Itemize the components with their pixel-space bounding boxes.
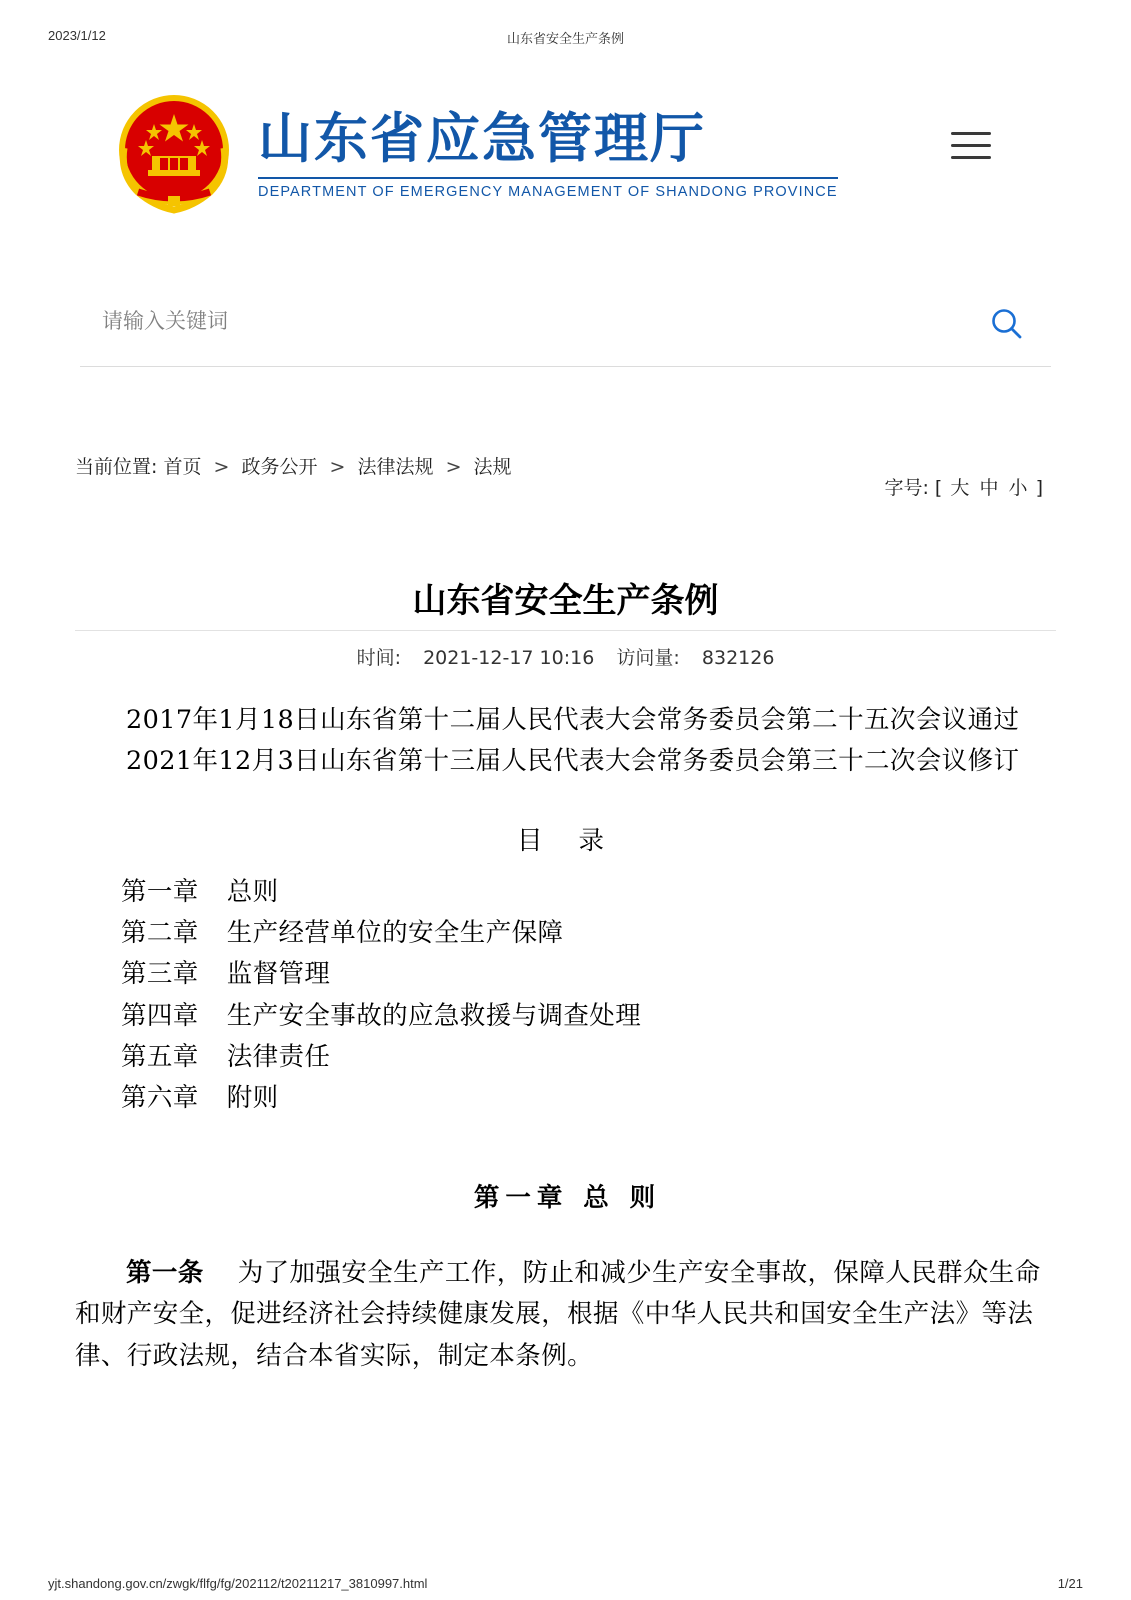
site-logo[interactable] bbox=[108, 88, 838, 220]
catalog-chapter-number: 第六章 bbox=[121, 1083, 199, 1114]
breadcrumb-separator: > bbox=[329, 456, 346, 478]
breadcrumb-item-home[interactable]: 首页 bbox=[163, 456, 202, 478]
article-body bbox=[75, 700, 1060, 1377]
search-icon[interactable] bbox=[989, 306, 1025, 342]
breadcrumb-item-regulations[interactable]: 法规 bbox=[473, 456, 512, 478]
site-header bbox=[80, 80, 1051, 240]
page-number: 1/21 bbox=[1057, 1576, 1083, 1591]
search-bar bbox=[80, 300, 1051, 367]
catalog-chapter-number: 第二章 bbox=[121, 918, 199, 949]
breadcrumb bbox=[75, 452, 512, 479]
source-url: yjt.shandong.gov.cn/zwgk/flfg/fg/202112/t20211217_3810997.html bbox=[48, 1576, 428, 1591]
list-item[interactable] bbox=[121, 1078, 1060, 1119]
catalog-list bbox=[75, 872, 1060, 1120]
search-input[interactable] bbox=[100, 308, 804, 334]
article-one-paragraph bbox=[75, 1253, 1060, 1377]
font-size-medium[interactable]: 中 bbox=[979, 477, 999, 499]
list-item[interactable] bbox=[121, 1037, 1060, 1078]
views-value: 832126 bbox=[701, 647, 775, 669]
views-label: 访问量: bbox=[616, 647, 680, 669]
list-item[interactable] bbox=[121, 913, 1060, 954]
print-header bbox=[0, 28, 1131, 48]
bracket-open: [ bbox=[934, 477, 943, 499]
catalog-chapter-number: 第五章 bbox=[121, 1042, 199, 1073]
breadcrumb-item-government-affairs[interactable]: 政务公开 bbox=[241, 456, 318, 478]
chapter-one-heading: 第一章 总 则 bbox=[473, 1182, 662, 1213]
article-meta bbox=[80, 643, 1051, 670]
bracket-close: ] bbox=[1035, 477, 1043, 499]
logo-text bbox=[258, 108, 838, 199]
time-label: 时间: bbox=[356, 647, 401, 669]
print-date: 2023/1/12 bbox=[48, 28, 106, 43]
breadcrumb-label: 当前位置: bbox=[75, 456, 158, 478]
adoption-note-2: 2021年12月3日山东省第十三届人民代表大会常务委员会第三十二次会议修订 bbox=[126, 746, 1020, 777]
breadcrumb-separator: > bbox=[445, 456, 462, 478]
adoption-note-1: 2017年1月18日山东省第十二届人民代表大会常务委员会第二十五次会议通过 bbox=[126, 705, 1020, 735]
breadcrumb-item-laws[interactable]: 法律法规 bbox=[357, 456, 434, 478]
font-size-small[interactable]: 小 bbox=[1008, 477, 1028, 499]
article-one-text: 为了加强安全生产工作，防止和减少生产安全事故，保障人民群众生命和财产安全，促进经济社会持续健康发展，根据《中华人民共和国安全生产法》等法律、行政法规，结合本省实际，制定本条例。 bbox=[75, 1257, 1041, 1371]
font-size-control bbox=[884, 473, 1043, 500]
catalog-chapter-name: 法律责任 bbox=[226, 1042, 331, 1073]
catalog-chapter-number: 第一章 bbox=[121, 876, 199, 907]
catalog-heading: 目 录 bbox=[516, 825, 619, 856]
page-title: 山东省安全生产条例 bbox=[412, 580, 719, 621]
org-name-en: DEPARTMENT OF EMERGENCY MANAGEMENT OF SHANDONG PROVINCE bbox=[258, 177, 838, 200]
font-size-label: 字号: bbox=[884, 477, 929, 499]
catalog-chapter-name: 生产安全事故的应急救援与调查处理 bbox=[226, 1000, 642, 1031]
hamburger-menu-icon[interactable] bbox=[951, 132, 991, 162]
font-size-large[interactable]: 大 bbox=[950, 477, 970, 499]
catalog-chapter-name: 生产经营单位的安全生产保障 bbox=[226, 918, 564, 949]
national-emblem-icon bbox=[108, 88, 240, 220]
breadcrumb-separator: > bbox=[213, 456, 230, 478]
catalog-chapter-name: 总则 bbox=[226, 876, 279, 907]
catalog-chapter-name: 监督管理 bbox=[226, 959, 331, 990]
meta-divider bbox=[75, 630, 1056, 631]
hamburger-bar bbox=[951, 132, 991, 135]
article-one-label: 第一条 bbox=[126, 1257, 204, 1288]
list-item[interactable] bbox=[121, 872, 1060, 913]
print-doc-title: 山东省安全生产条例 bbox=[506, 31, 624, 46]
catalog-chapter-name: 附则 bbox=[226, 1083, 279, 1114]
hamburger-bar bbox=[951, 144, 991, 147]
time-value: 2021-12-17 10:16 bbox=[423, 647, 595, 669]
list-item[interactable] bbox=[121, 996, 1060, 1037]
hamburger-bar bbox=[951, 156, 991, 159]
catalog-chapter-number: 第四章 bbox=[121, 1000, 199, 1031]
catalog-chapter-number: 第三章 bbox=[121, 959, 199, 990]
org-name-cn: 山东省应急管理厅 bbox=[258, 107, 706, 171]
list-item[interactable] bbox=[121, 954, 1060, 995]
